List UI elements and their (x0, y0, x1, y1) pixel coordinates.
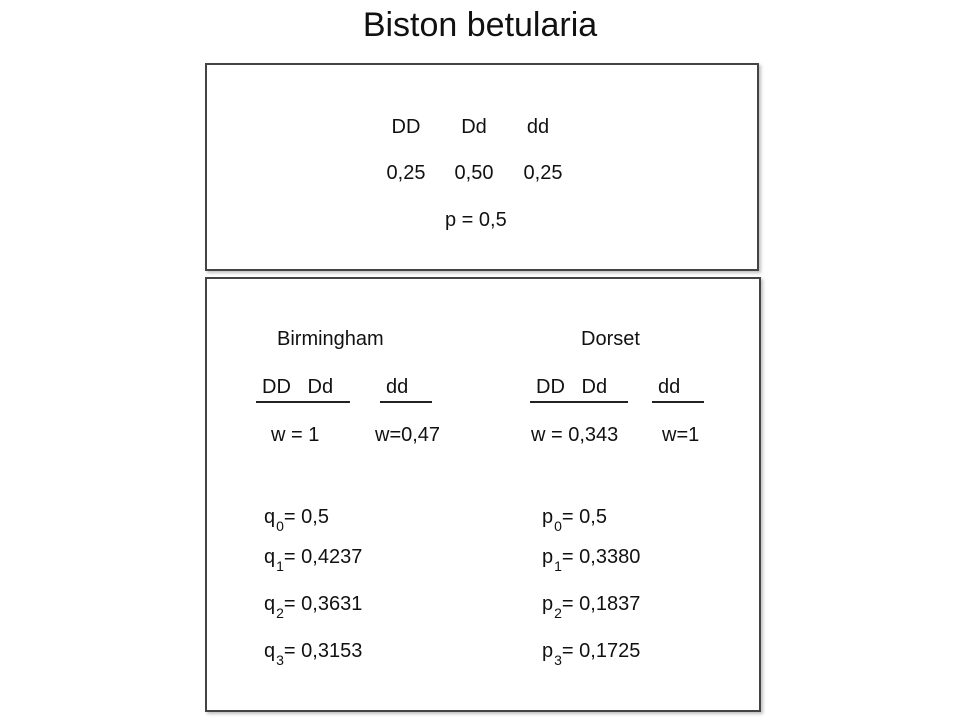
birmingham-dominant-group-label: DD Dd (256, 376, 350, 403)
birmingham-q1 (264, 546, 363, 574)
dorset-dominant-group-label: DD Dd (530, 376, 628, 403)
generation-subscript: 3 (276, 652, 284, 668)
frequency-value: = 0,3380 (561, 546, 641, 568)
slide-title: Biston betularia (362, 6, 598, 44)
frequency-value: = 0,5 (283, 506, 329, 528)
dorset-p3 (542, 640, 641, 668)
variable-letter: p (542, 546, 554, 568)
variable-letter: q (264, 593, 276, 615)
variable-letter: q (264, 640, 276, 662)
frequency-value: = 0,1837 (561, 593, 641, 615)
generation-subscript: 2 (276, 605, 284, 621)
generation-subscript: 0 (276, 518, 284, 534)
birmingham-fitness-dominant: w = 1 (271, 424, 320, 446)
dorset-p0 (542, 506, 607, 534)
frequency-value: = 0,4237 (283, 546, 363, 568)
frequency-value: = 0,3153 (283, 640, 363, 662)
generation-subscript: 1 (554, 558, 562, 574)
genotype-label-dd-homozygous-dominant: DD (391, 116, 421, 138)
variable-letter: p (542, 593, 554, 615)
frequency-value-dd-homozygous-dominant: 0,25 (386, 162, 426, 184)
frequency-value-homozygous-recessive: 0,25 (523, 162, 563, 184)
frequency-value: = 0,1725 (561, 640, 641, 662)
allele-frequency-p: p = 0,5 (445, 209, 507, 231)
variable-letter: q (264, 546, 276, 568)
variable-letter: q (264, 506, 276, 528)
frequency-value-heterozygous: 0,50 (454, 162, 494, 184)
genotype-label-heterozygous: Dd (461, 116, 487, 138)
dorset-p2 (542, 593, 641, 621)
birmingham-q3 (264, 640, 363, 668)
birmingham-fitness-recessive: w=0,47 (375, 424, 441, 446)
variable-letter: p (542, 640, 554, 662)
generation-subscript: 3 (554, 652, 562, 668)
dorset-heading: Dorset (581, 328, 640, 350)
birmingham-heading: Birmingham (277, 328, 384, 350)
birmingham-recessive-group-label: dd (380, 376, 432, 403)
dorset-recessive-group-label: dd (652, 376, 704, 403)
birmingham-q2 (264, 593, 363, 621)
generation-subscript: 0 (554, 518, 562, 534)
frequency-value: = 0,3631 (283, 593, 363, 615)
dorset-p1 (542, 546, 641, 574)
frequency-value: = 0,5 (561, 506, 607, 528)
birmingham-q0 (264, 506, 329, 534)
variable-letter: p (542, 506, 554, 528)
generation-subscript: 2 (554, 605, 562, 621)
genotype-label-homozygous-recessive: dd (526, 116, 550, 138)
generation-subscript: 1 (276, 558, 284, 574)
dorset-fitness-dominant: w = 0,343 (531, 424, 619, 446)
dorset-fitness-recessive: w=1 (662, 424, 700, 446)
